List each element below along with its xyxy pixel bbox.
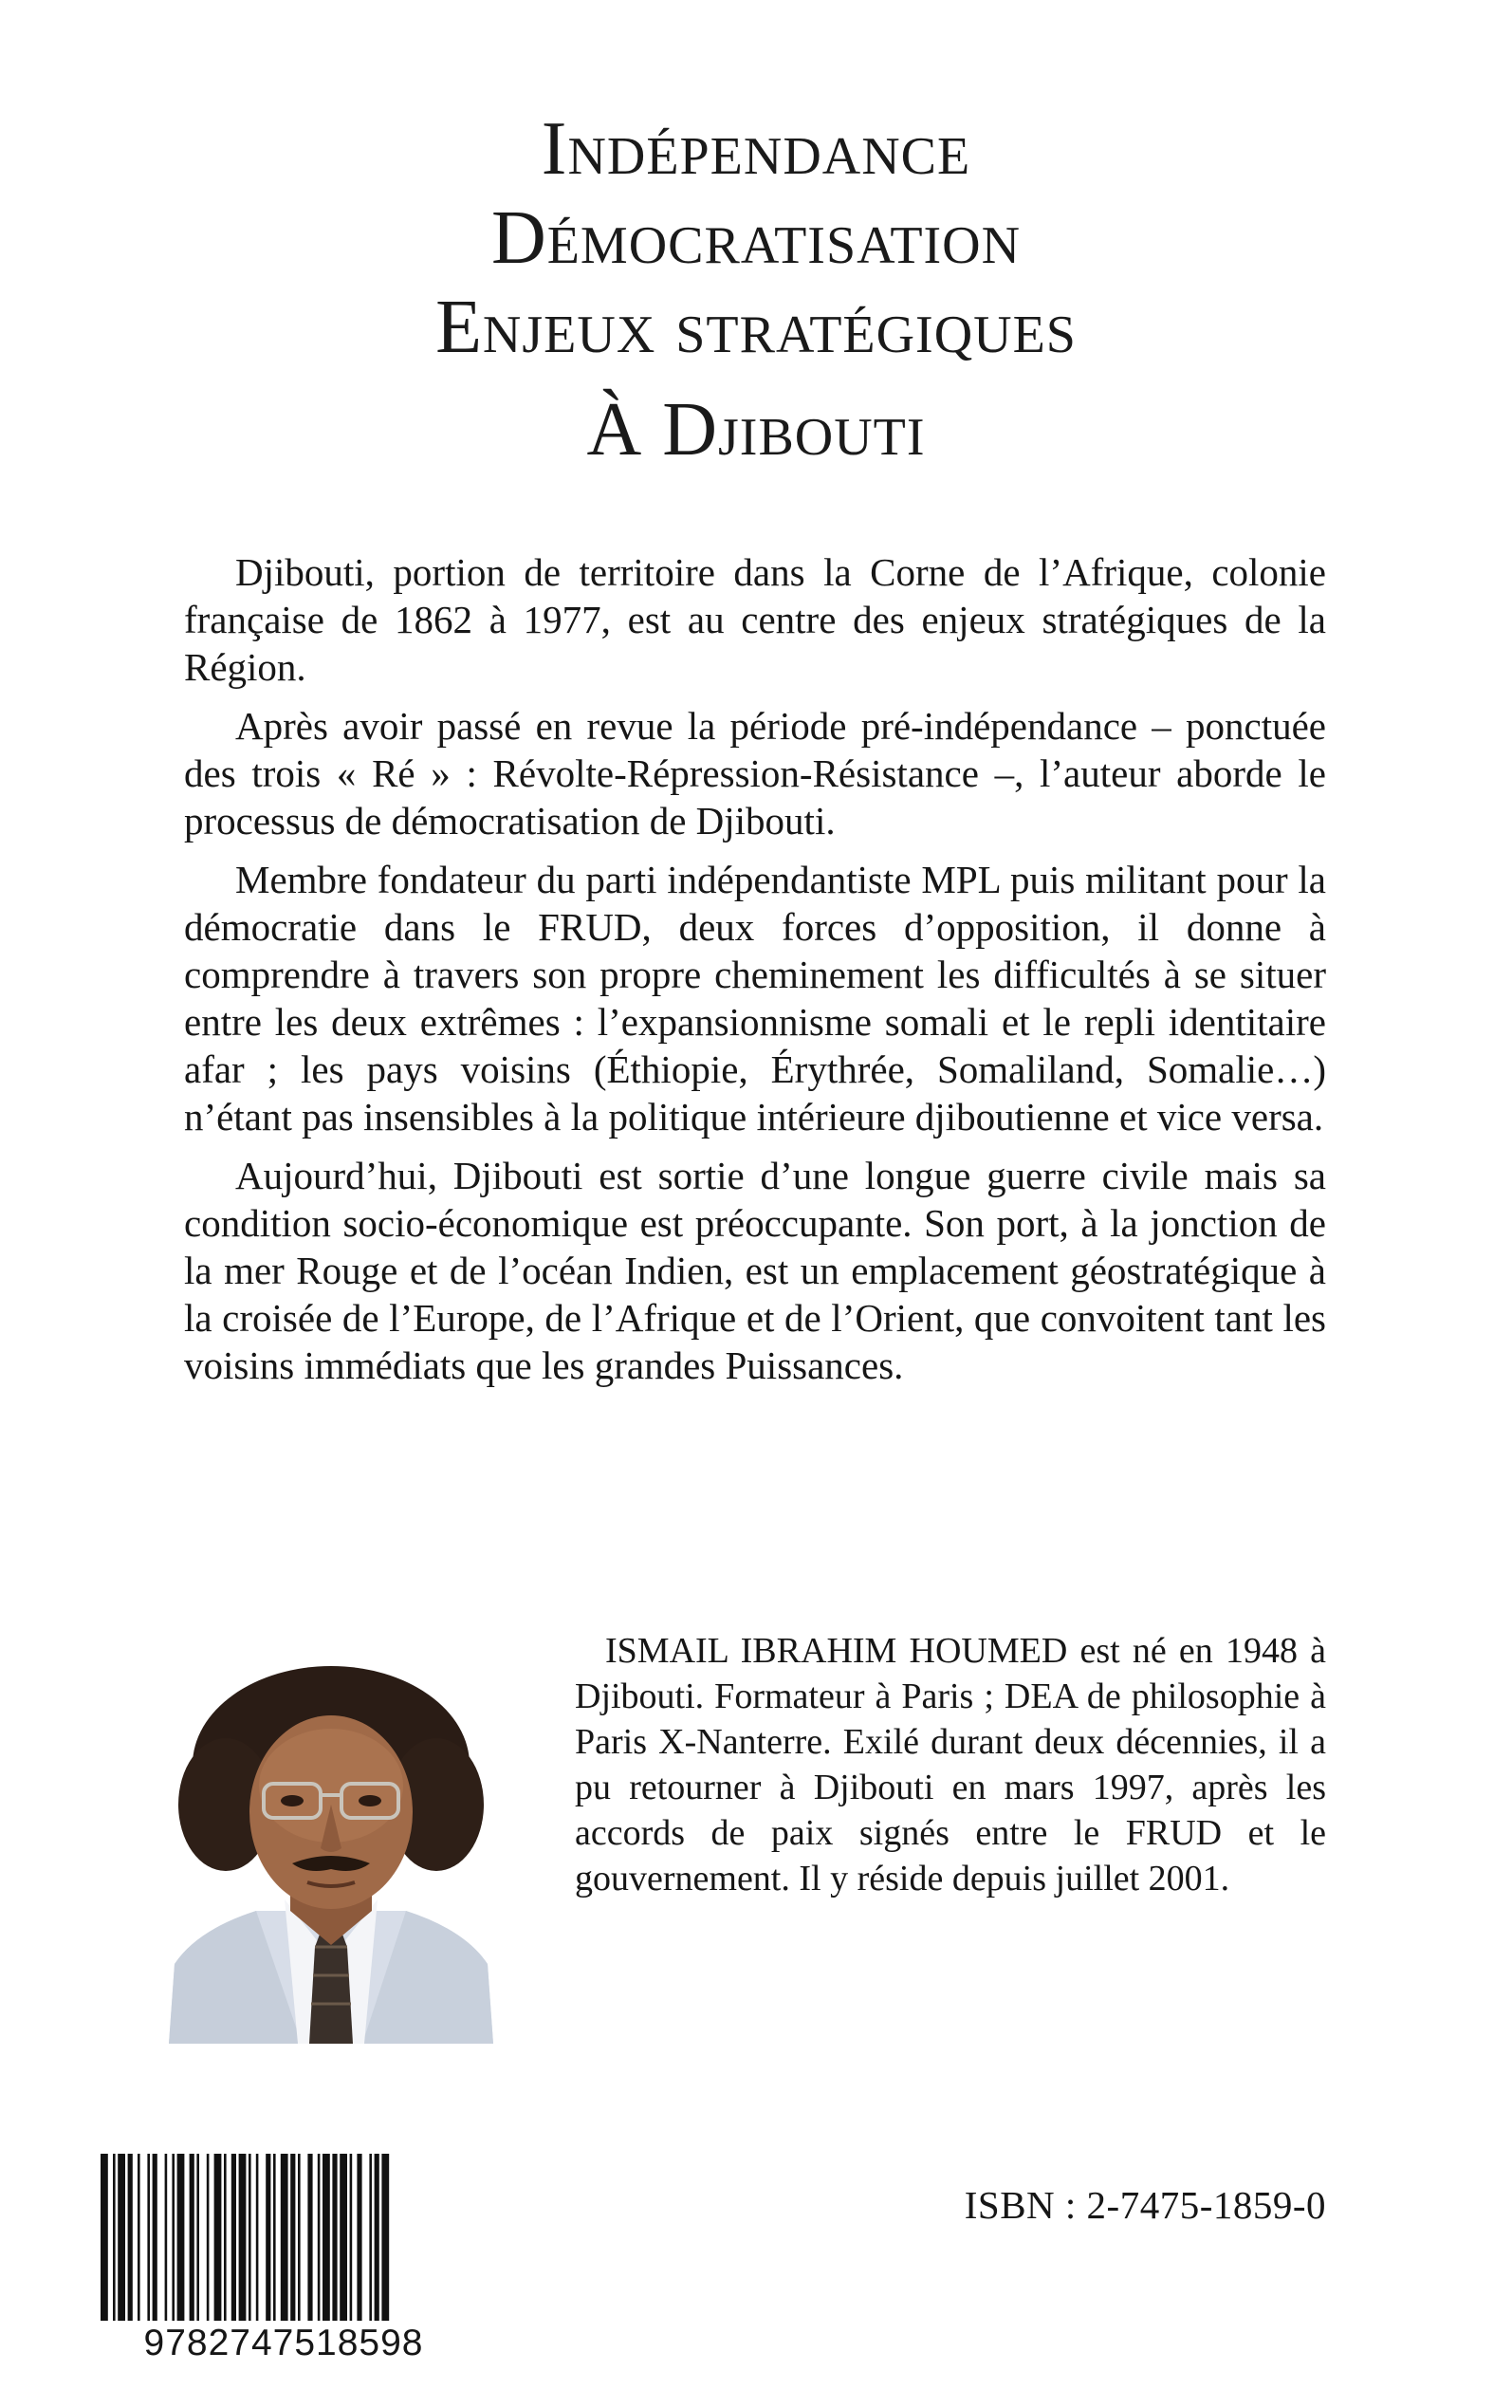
barcode-bar	[357, 2154, 361, 2321]
author-photo	[169, 1662, 493, 2044]
isbn-label: ISBN : 2-7475-1859-0	[964, 2183, 1326, 2227]
book-title	[0, 104, 1512, 474]
barcode-bar	[350, 2154, 353, 2321]
barcode-bar	[298, 2154, 301, 2321]
barcode-bar	[214, 2154, 222, 2321]
barcode-bar	[323, 2154, 330, 2321]
barcode-bar	[231, 2154, 236, 2321]
barcode-bar	[318, 2154, 321, 2321]
barcode-bar	[340, 2154, 347, 2321]
barcode-bar	[207, 2154, 210, 2321]
barcode-bar	[138, 2154, 140, 2321]
author-bio	[575, 1628, 1326, 1901]
title-line-4: À Djibouti	[586, 388, 926, 472]
barcode-bar	[172, 2154, 175, 2321]
summary-paragraph-1: Djibouti, portion de territoire dans la Corne de l’Afrique, colonie française de 1862 à 1977, est au centre des enjeux stratégiques de la Région.	[184, 550, 1326, 689]
author-bio-text: ISMAIL IBRAHIM HOUMED est né en 1948 à Djibouti. Formateur à Paris ; DEA de philosophie à Paris X-Nanterre. Exilé durant deux décennies, il a pu retourner à Djibouti en mars 1997, après les accords de paix signés entre le FRUD et le gouvernement. Il y réside depuis juillet 2001.	[575, 1631, 1326, 1899]
barcode-bar	[375, 2154, 379, 2321]
barcode-bar	[118, 2154, 125, 2321]
barcode-bar	[273, 2154, 276, 2321]
summary-paragraph-4: Aujourd’hui, Djibouti est sortie d’une longue guerre civile mais sa condition socio-économique est préoccupante. Son port, à la jonction de la mer Rouge et de l’océan Indien, est un emplacement géostratégique à la croisée de l’Europe, de l’Afrique et de l’Orient, que convoitent tant les voisins immédiats que les grandes Puissances.	[184, 1154, 1326, 1387]
barcode-bar	[239, 2154, 247, 2321]
barcode-bar	[307, 2154, 312, 2321]
barcode-bar	[147, 2154, 150, 2321]
book-summary	[184, 548, 1326, 1400]
summary-paragraph-2: Après avoir passé en revue la période pré-indépendance – ponctuée des trois « Ré » : Révolte-Répression-Résistance –, l’auteur aborde le processus de démocratisation de Djibouti.	[184, 704, 1326, 843]
barcode-digits: 9782747518598	[95, 2321, 472, 2366]
barcode-bar	[369, 2154, 372, 2321]
barcode-bar	[177, 2154, 185, 2321]
barcode-bar	[113, 2154, 116, 2321]
barcode-bar	[266, 2154, 270, 2321]
title-line-2: Démocratisation	[490, 196, 1022, 280]
summary-paragraph-3: Membre fondateur du parti indépendantiste MPL puis militant pour la démocratie dans le FRUD, deux forces d’opposition, il donne à comprendre à travers son propre cheminement les difficultés à se situer entre les deux extrêmes : l’expansionnisme somali et le repli identitaire afar ; les pays voisins (Éthiopie, Érythrée, Somaliland, Somalie…) n’étant pas insensibles à la politique intérieure djiboutienne et vice versa.	[184, 858, 1326, 1139]
barcode-bar	[196, 2154, 199, 2321]
barcode-bar	[332, 2154, 337, 2321]
barcode-bar	[165, 2154, 168, 2321]
title-line-3: Enjeux stratégiques	[435, 286, 1077, 369]
barcode-bar	[153, 2154, 157, 2321]
barcode-bar	[224, 2154, 227, 2321]
barcode-bar	[381, 2154, 389, 2321]
barcode-bar	[190, 2154, 194, 2321]
barcode-bar	[249, 2154, 251, 2321]
barcode-bar	[290, 2154, 295, 2321]
title-line-1: Indépendance	[541, 107, 971, 191]
barcode-bar	[256, 2154, 259, 2321]
barcode-bar	[101, 2154, 108, 2321]
barcode-bar	[281, 2154, 288, 2321]
barcode-bar	[128, 2154, 133, 2321]
